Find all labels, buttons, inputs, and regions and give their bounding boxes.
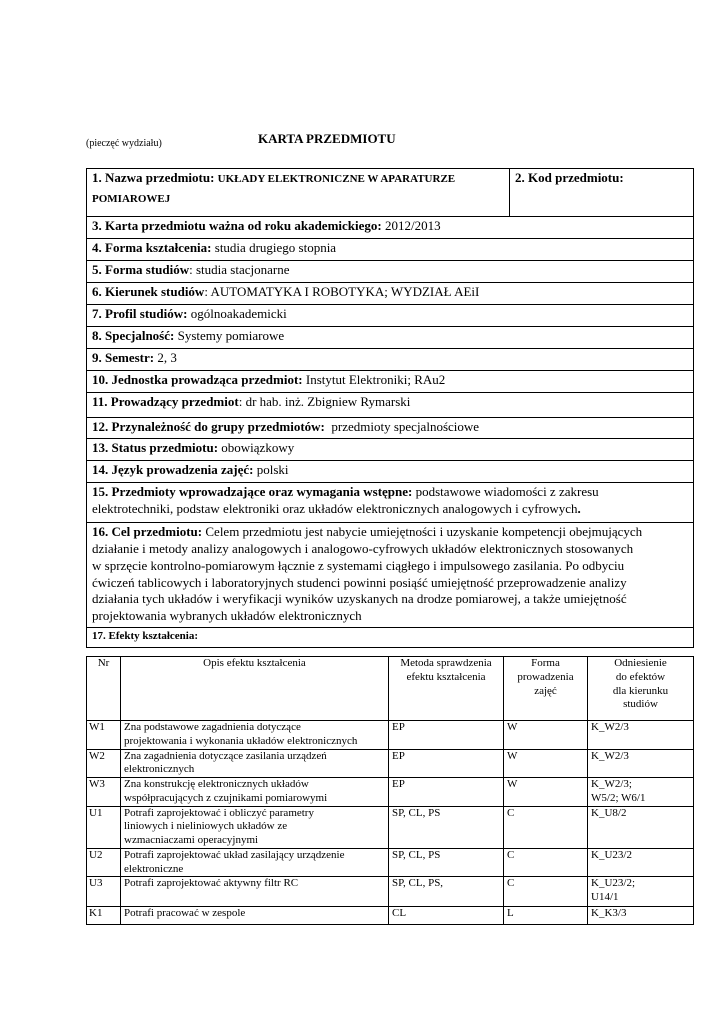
header-nr: Nr [87, 657, 121, 721]
language-label: 14. Język prowadzenia zajęć: [92, 461, 254, 477]
table-row [87, 749, 694, 778]
effect-method: CL [389, 907, 504, 925]
course-name-value: UKŁADY ELEKTRONICZNE W APARATURZE [217, 173, 456, 185]
profile-value: ogólnoakademicki [190, 306, 287, 321]
document-title: KARTA PRZEDMIOTU [258, 131, 396, 146]
prerequisites-value-cont: elektrotechniki, podstaw elektroniki oraz układów elektronicznych analogowych i cyfrowych [92, 500, 578, 516]
effect-form: W [504, 721, 588, 750]
effect-method: EP [389, 749, 504, 778]
prerequisites-period: . [577, 500, 581, 516]
field-5-row [87, 261, 694, 283]
effects-header-row [87, 657, 694, 721]
effect-reference: K_W2/3; W5/2; W6/1 [588, 778, 694, 807]
table-row [87, 778, 694, 807]
course-code-cell [510, 169, 694, 217]
effect-method: SP, CL, PS [389, 848, 504, 877]
status-value: obowiązkowy [221, 439, 295, 455]
objective-line-4: ćwiczeń tablicowych i laboratoryjnych studenci powinni posiąść umiejętność przeprowadzenie analizy [92, 574, 627, 590]
effect-description: Potrafi zaprojektować i obliczyć parametry liniowych i nieliniowych układów ze wzmacniaczami operacyjnymi [121, 806, 389, 848]
header-reference: Odniesienie do efektów dla kierunku studiów [588, 657, 694, 721]
effect-code: U3 [87, 877, 121, 907]
semester-value: 2, 3 [157, 350, 177, 365]
course-name-value-cont: POMIAROWEJ [92, 192, 171, 205]
effect-form: W [504, 749, 588, 778]
course-name-cell [87, 169, 510, 217]
effect-code: U1 [87, 806, 121, 848]
field-4-row [87, 239, 694, 261]
lecturer-label: 11. Prowadzący przedmiot [92, 394, 239, 409]
effects-table [86, 656, 694, 925]
header-method: Metoda sprawdzenia efektu kształcenia [389, 657, 504, 721]
effect-reference: K_U23/2; U14/1 [588, 877, 694, 907]
field-12-row [87, 418, 694, 439]
objective-line-6: projektowania wybranych układów elektronicznych [92, 608, 362, 624]
effect-code: W3 [87, 778, 121, 807]
table-row [87, 721, 694, 750]
effect-description: Zna podstawowe zagadnienia dotyczące projektowania i wykonania układów elektronicznych [121, 721, 389, 750]
course-name-label: 1. Nazwa przedmiotu: [92, 170, 215, 185]
effect-code: W2 [87, 749, 121, 778]
profile-label: 7. Profil studiów: [92, 306, 188, 321]
unit-value: Instytut Elektroniki; RAu2 [305, 372, 446, 387]
effect-form: C [504, 848, 588, 877]
effect-reference: K_U23/2 [588, 848, 694, 877]
field-7-row [87, 305, 694, 327]
header-form: Forma prowadzenia zajęć [504, 657, 588, 721]
effects-label: 17. Efekty kształcenia: [92, 630, 199, 643]
field-17-row [87, 628, 694, 648]
study-form-value: : studia stacjonarne [189, 262, 290, 277]
field-9-row [87, 349, 694, 371]
objective-line-3: w sprzęcie kontrolno-pomiarowym łącznie z systemami ciągłego i impulsowego zasilania. Po odbyciu [92, 557, 625, 573]
effect-form: W [504, 778, 588, 807]
effect-method: EP [389, 778, 504, 807]
effect-description: Zna zagadnienia dotyczące zasilania urządzeń elektronicznych [121, 749, 389, 778]
effect-method: SP, CL, PS [389, 806, 504, 848]
table-row [87, 848, 694, 877]
status-label: 13. Status przedmiotu: [92, 439, 219, 455]
lecturer-value: : dr hab. inż. Zbigniew Rymarski [238, 394, 411, 409]
effect-reference: K_W2/3 [588, 721, 694, 750]
group-value: przedmioty specjalnościowe [331, 419, 480, 434]
field-of-study-value: : AUTOMATYKA I ROBOTYKA; WYDZIAŁ AEiI [204, 284, 480, 299]
education-form-label: 4. Forma kształcenia: [92, 240, 212, 255]
field-10-row [87, 371, 694, 393]
effect-description: Potrafi pracować w zespole [121, 907, 389, 925]
valid-year-label: 3. Karta przedmiotu ważna od roku akademickiego: [92, 218, 382, 233]
table-row [87, 877, 694, 907]
effect-description: Potrafi zaprojektować układ zasilający urządzenie elektroniczne [121, 848, 389, 877]
effect-description: Zna konstrukcję elektronicznych układów współpracujących z czujnikami pomiarowymi [121, 778, 389, 807]
table-row [87, 907, 694, 925]
effect-method: SP, CL, PS, [389, 877, 504, 907]
field-of-study-label: 6. Kierunek studiów [92, 284, 205, 299]
objective-line-1: Celem przedmiotu jest nabycie umiejętności i uzyskanie kompetencji obejmujących [205, 523, 643, 539]
specialty-label: 8. Specjalność: [92, 328, 175, 343]
effect-code: U2 [87, 848, 121, 877]
field-1-row [87, 169, 694, 217]
table-row [87, 806, 694, 848]
effect-description: Potrafi zaprojektować aktywny filtr RC [121, 877, 389, 907]
field-16-row [87, 522, 694, 627]
effect-form: L [504, 907, 588, 925]
course-code-label: 2. Kod przedmiotu: [515, 170, 624, 185]
effect-reference: K_W2/3 [588, 749, 694, 778]
effect-form: C [504, 806, 588, 848]
effect-reference: K_U8/2 [588, 806, 694, 848]
header-description: Opis efektu kształcenia [121, 657, 389, 721]
language-value: polski [256, 461, 289, 477]
unit-label: 10. Jednostka prowadząca przedmiot: [92, 372, 303, 387]
specialty-value: Systemy pomiarowe [177, 328, 285, 343]
valid-year-value: 2012/2013 [384, 218, 441, 233]
field-15-row [87, 482, 694, 522]
prerequisites-value: podstawowe wiadomości z zakresu [415, 483, 599, 499]
field-3-row [87, 217, 694, 239]
prerequisites-label: 15. Przedmioty wprowadzające oraz wymagania wstępne: [92, 483, 413, 499]
field-14-row [87, 460, 694, 482]
objective-line-2: działanie i metody analizy analogowych i analogowo-cyfrowych układów elektronicznych stosowanych [92, 540, 634, 556]
field-13-row [87, 438, 694, 460]
study-form-label: 5. Forma studiów [92, 262, 190, 277]
stamp-label: (pieczęć wydziału) [86, 138, 162, 149]
course-card-table [86, 168, 694, 648]
field-6-row [87, 283, 694, 305]
group-label: 12. Przynależność do grupy przedmiotów: [92, 419, 325, 434]
field-11-row [87, 393, 694, 418]
effect-reference: K_K3/3 [588, 907, 694, 925]
effect-form: C [504, 877, 588, 907]
education-form-value: studia drugiego stopnia [214, 240, 337, 255]
effect-code: K1 [87, 907, 121, 925]
field-8-row [87, 327, 694, 349]
semester-label: 9. Semestr: [92, 350, 155, 365]
objective-line-5: działania tych układów i weryfikacji wyników uzyskanych na drodze pomiarowej, a także umiejętność [92, 591, 627, 607]
effect-method: EP [389, 721, 504, 750]
objective-label: 16. Cel przedmiotu: [92, 523, 203, 539]
effect-code: W1 [87, 721, 121, 750]
